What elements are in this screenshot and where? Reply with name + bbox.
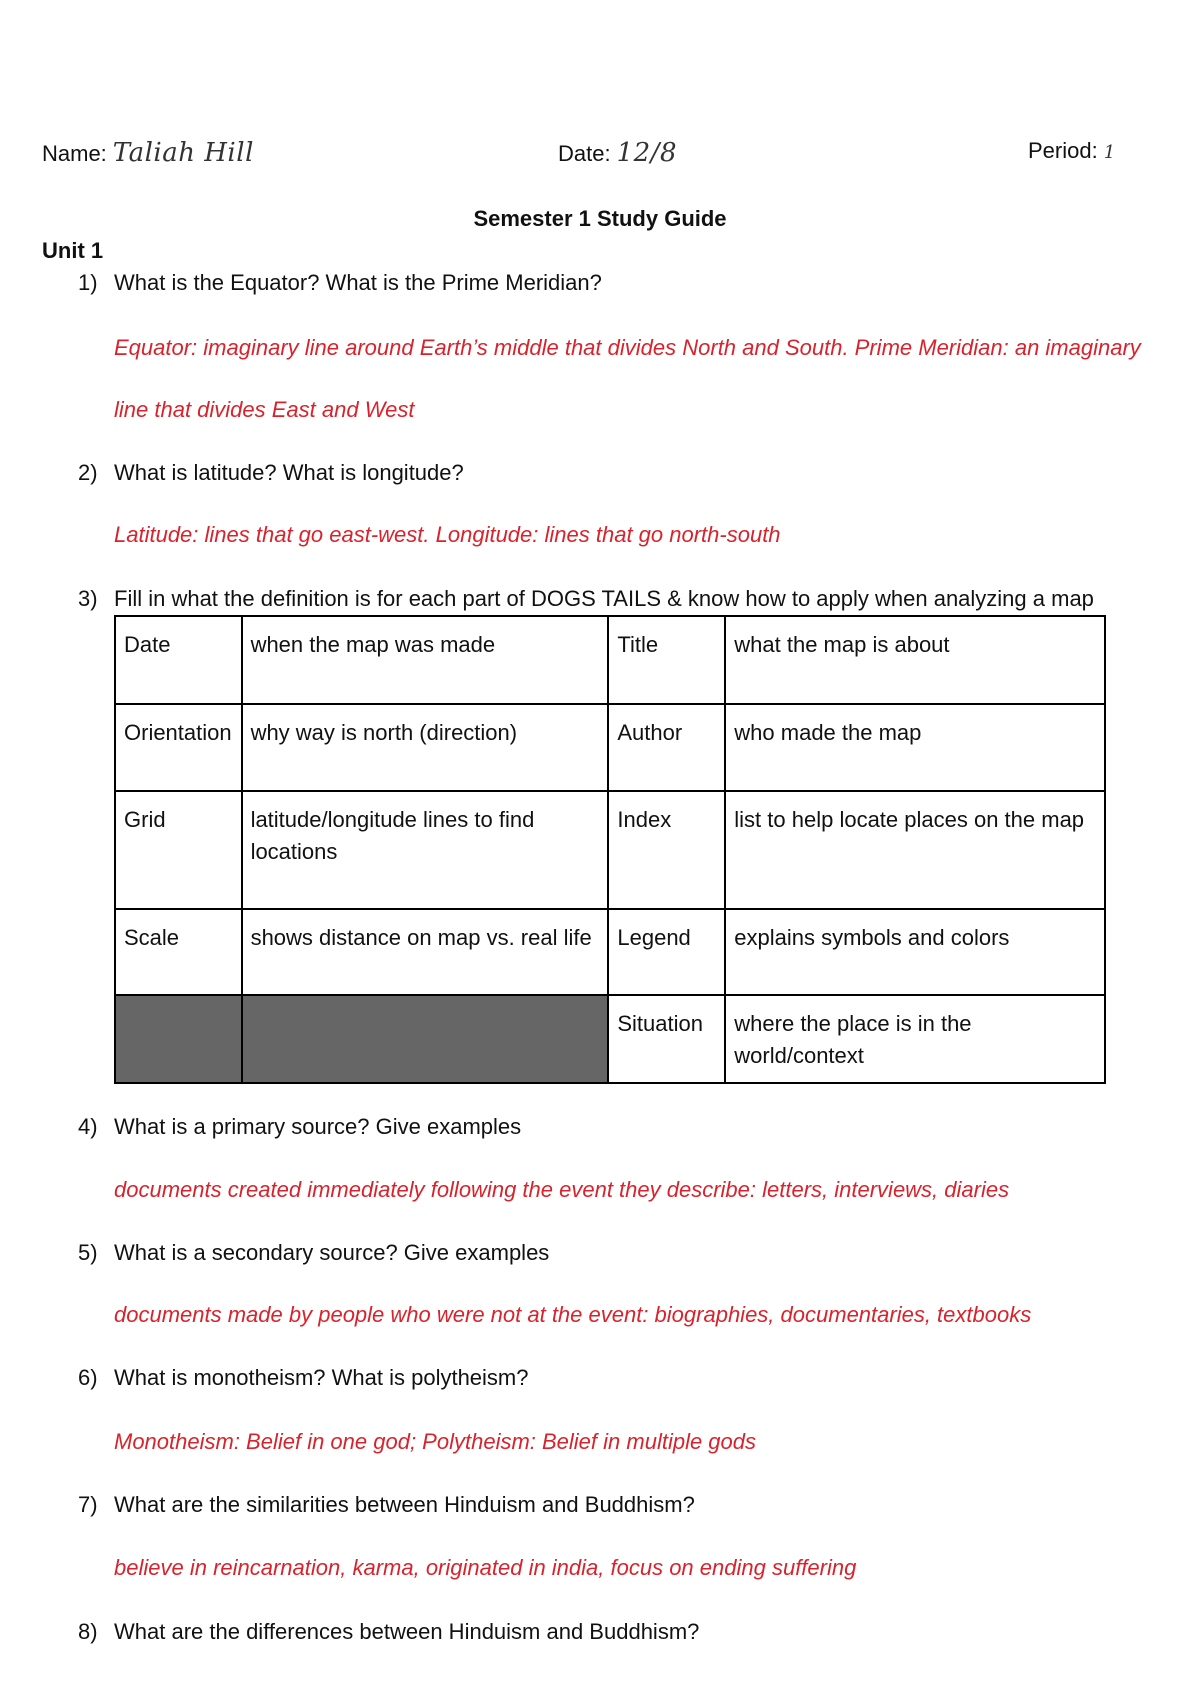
shaded-cell [242,995,609,1083]
answer-4: documents created immediately following the event they describe: letters, interviews, diaries [114,1177,1010,1202]
table-row [115,995,1105,1083]
table-cell-definition: explains symbols and colors [725,909,1105,995]
table-cell-definition: latitude/longitude lines to find locations [242,791,609,909]
question-number: 5) [78,1240,98,1265]
answer-6: Monotheism: Belief in one god; Polytheism: Belief in multiple gods [114,1429,757,1454]
table-cell-term: Legend [608,909,725,995]
table-cell-definition: what the map is about [725,616,1105,704]
question-1 [78,270,602,296]
table-cell-term: Author [608,704,725,791]
question-number: 2) [78,460,98,485]
table-cell-term: Title [608,616,725,704]
shaded-cell [115,995,242,1083]
table-cell-term: Date [115,616,242,704]
question-number: 3) [78,586,98,611]
name-field [42,138,254,168]
answer-5: documents made by people who were not at the event: biographies, documentaries, textbooks [114,1302,1032,1327]
table-cell-definition: why way is north (direction) [242,704,609,791]
answer-1-line-2: line that divides East and West [114,397,415,422]
question-number: 1) [78,270,98,295]
date-label: Date: [558,141,611,166]
table-cell-definition: list to help locate places on the map [725,791,1105,909]
name-label: Name: [42,141,107,166]
question-text: What is latitude? What is longitude? [114,460,464,485]
period-field [1028,138,1116,164]
table-row [115,616,1105,704]
table-cell-term: Scale [115,909,242,995]
table-cell-definition: who made the map [725,704,1105,791]
table-cell-term: Index [608,791,725,909]
question-number: 6) [78,1365,98,1390]
period-value: 1 [1103,142,1116,163]
table-row [115,791,1105,909]
question-text: What is a secondary source? Give examples [114,1240,550,1265]
date-field [558,138,677,168]
answer-7: believe in reincarnation, karma, originated in india, focus on ending suffering [114,1555,857,1580]
table-cell-term: Orientation [115,704,242,791]
table-row [115,909,1105,995]
question-7 [78,1492,695,1518]
table-cell-definition: where the place is in the world/context [725,995,1105,1083]
table-cell-term: Situation [608,995,725,1083]
question-2 [78,460,464,486]
dogs-tails-table [114,615,1106,1084]
question-number: 4) [78,1114,98,1139]
answer-1-line-1: Equator: imaginary line around Earth’s middle that divides North and South. Prime Meridian: an imaginary [114,335,1141,360]
question-text: Fill in what the definition is for each part of DOGS TAILS & know how to apply when analyzing a map [114,586,1094,611]
unit-heading: Unit 1 [42,238,104,263]
question-number: 8) [78,1619,98,1644]
name-value: Taliah Hill [112,138,254,168]
question-text: What are the similarities between Hinduism and Buddhism? [114,1492,695,1517]
question-text: What is the Equator? What is the Prime Meridian? [114,270,602,295]
question-6 [78,1365,529,1391]
question-text: What is a primary source? Give examples [114,1114,522,1139]
question-8 [78,1619,699,1645]
answer-2: Latitude: lines that go east-west. Longitude: lines that go north-south [114,522,781,547]
table-cell-definition: shows distance on map vs. real life [242,909,609,995]
question-3 [78,586,1094,612]
question-number: 7) [78,1492,98,1517]
question-text: What are the differences between Hinduism and Buddhism? [114,1619,700,1644]
table-cell-term: Grid [115,791,242,909]
question-5 [78,1240,549,1266]
period-label: Period: [1028,138,1098,163]
page-title: Semester 1 Study Guide [473,206,727,231]
table-cell-definition: when the map was made [242,616,609,704]
table-row [115,704,1105,791]
question-text: What is monotheism? What is polytheism? [114,1365,529,1390]
date-value: 12/8 [616,138,677,168]
question-4 [78,1114,521,1140]
